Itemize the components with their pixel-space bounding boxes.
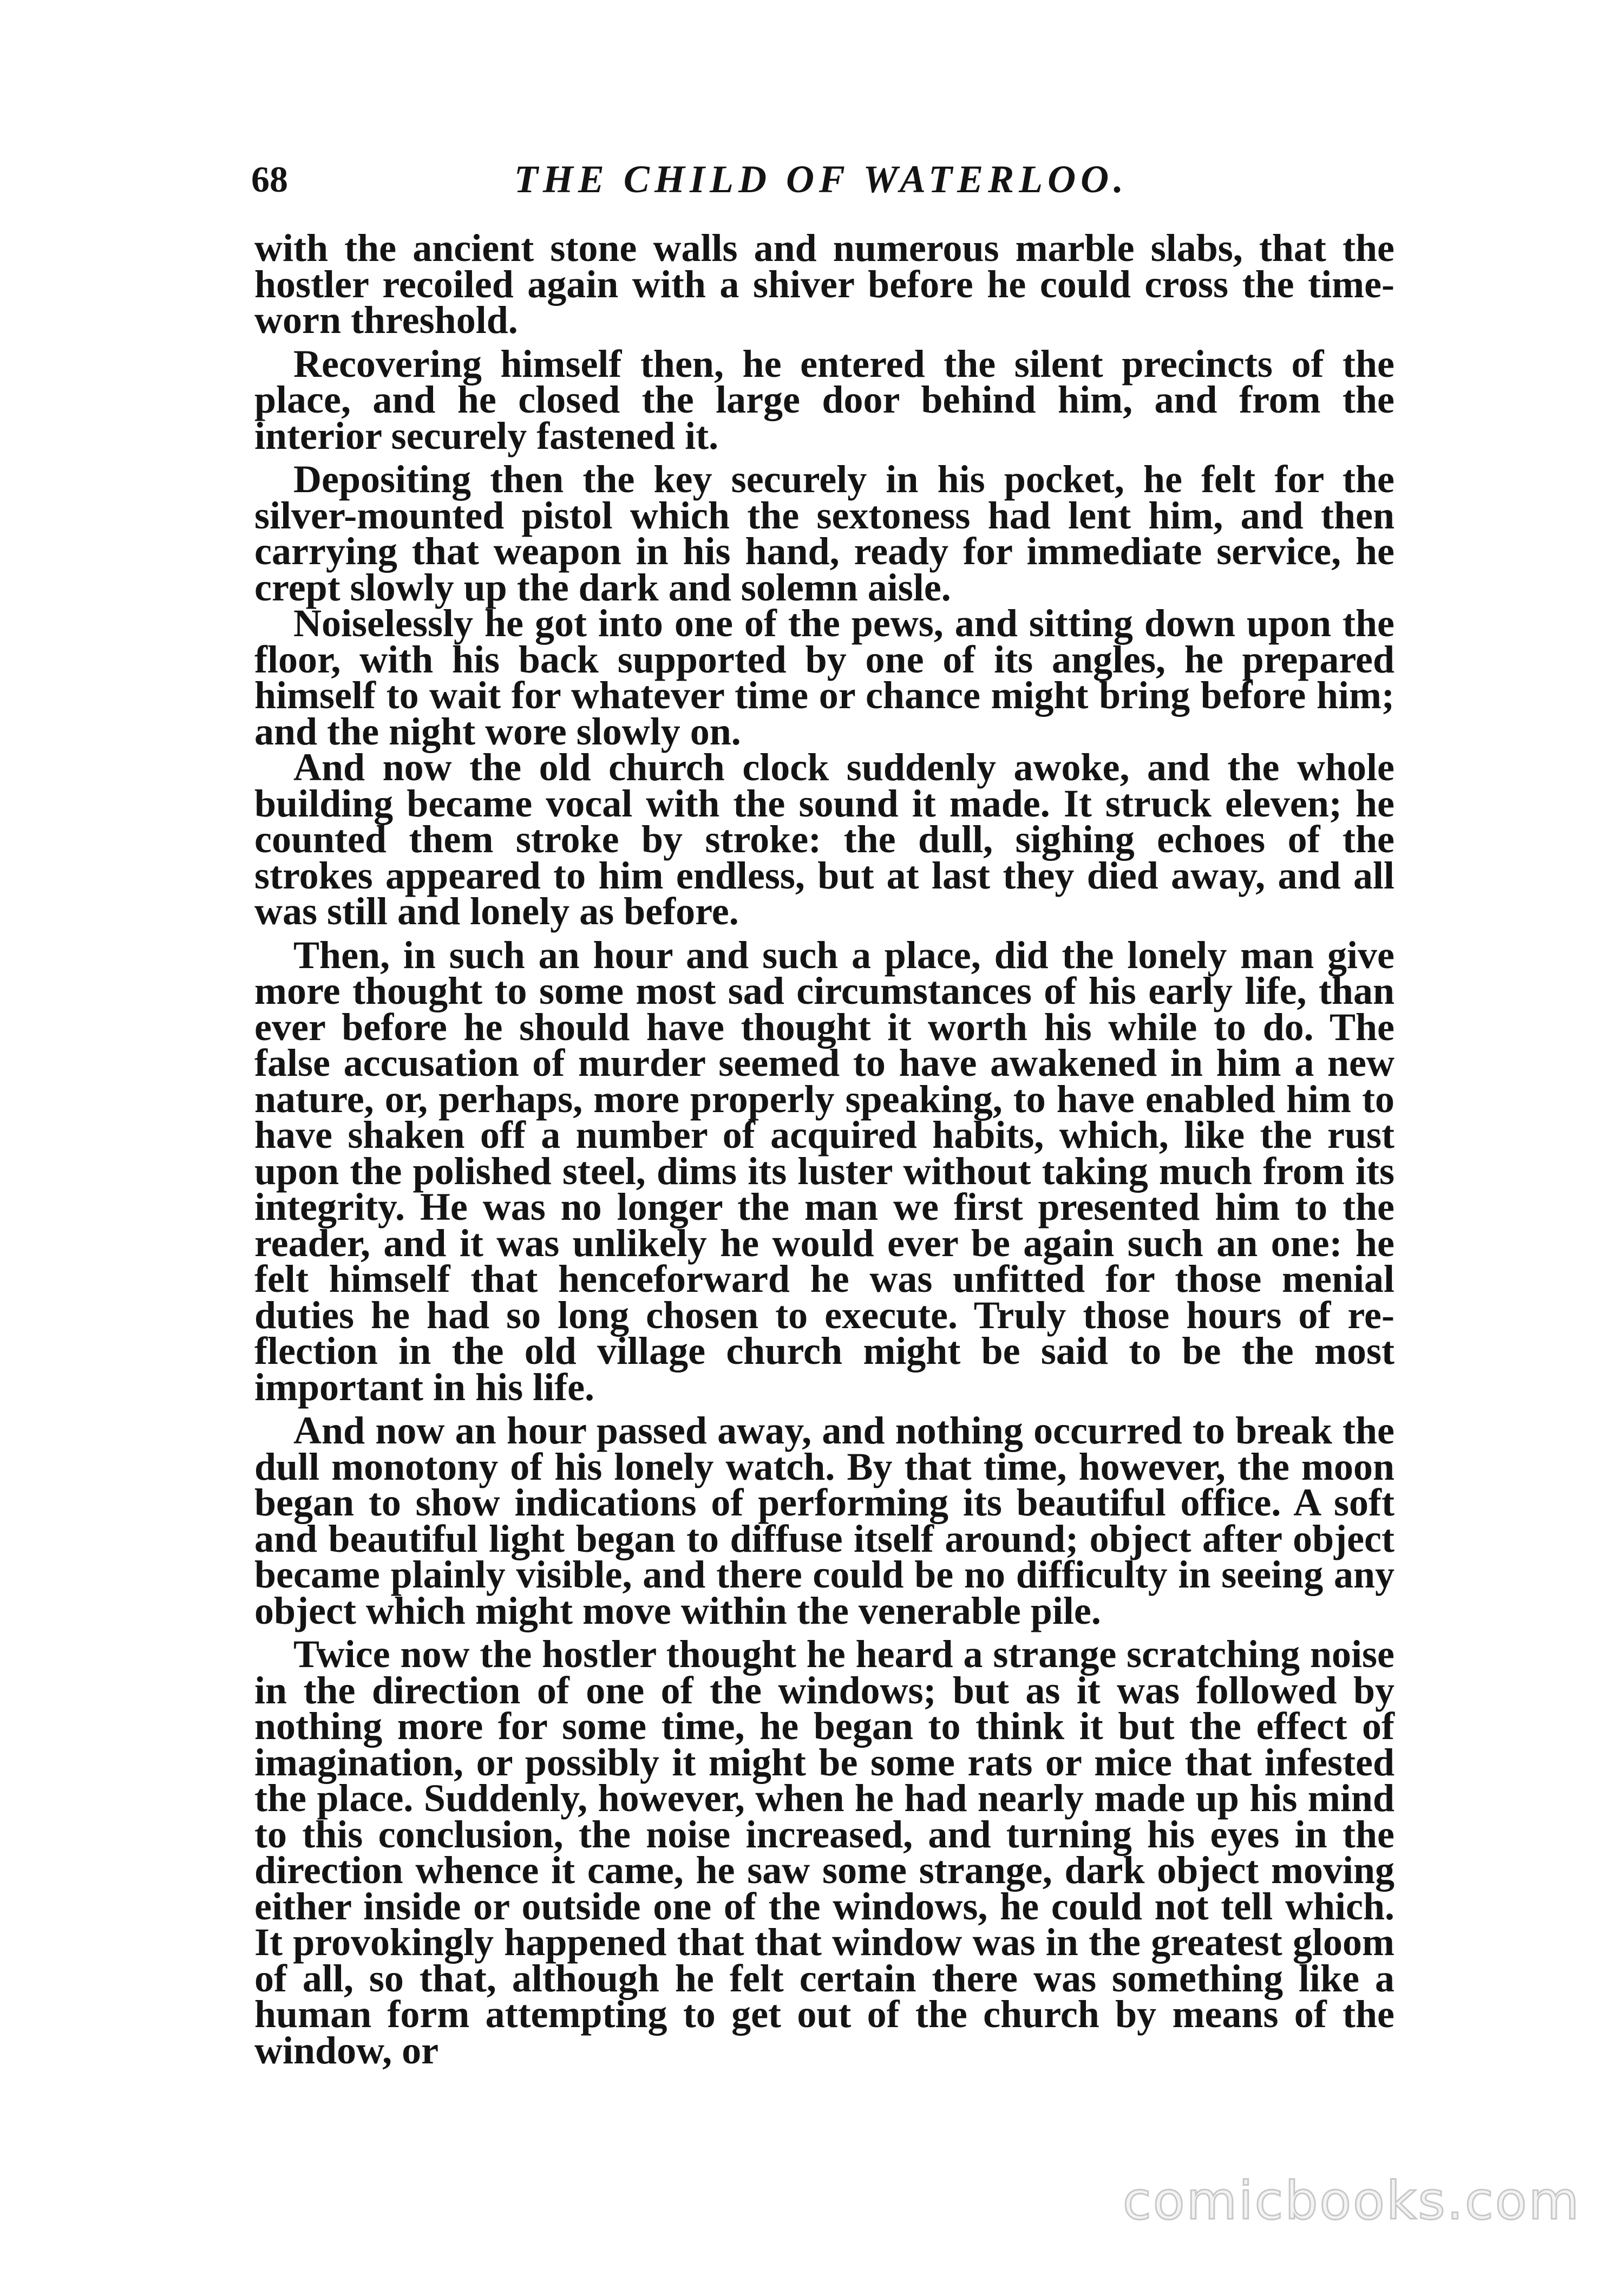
- paragraph: Noiselessly he got into one of the pews, and sitting down upon the floor, with his back supported by one of its angles, he prepared himself to wait for whatever time or chance might bring before him; and the night wore slowly on.: [254, 602, 1394, 753]
- paragraph: And now an hour passed away, and nothing occurred to break the dull monotony of his lonely watch. By that time, however, the moon began to show indications of performing its beautiful office. A soft and beautiful light began to diffuse itself around; object after object became plainly visible, and there could be no difficulty in seeing any object which might move within the venerable pile.: [254, 1409, 1394, 1632]
- paragraph: Then, in such an hour and such a place, did the lonely man give more thought to some most sad circumstances of his early life, than ever before he should have thought it worth his while to do. The false accusation of murder seemed to have awakened in him a new nature, or, perhaps, more properly speaking, to have enabled him to have shaken off a number of acquired habits, which, like the rust upon the polished steel, dims its luster without taking much from its integrity. He was no longer the man we first presented him to the reader, and it was unlikely he would ever be again such an one: he felt himself that henceforward he was unfitted for those menial duties he had so long chosen to execute. Truly those hours of reflection in the old village church might be said to be the most important in his life.: [254, 933, 1394, 1409]
- running-header: [251, 154, 1391, 204]
- paragraph: And now the old church clock suddenly awoke, and the whole building became vocal with the sound it made. It struck eleven; he counted them stroke by stroke: the dull, sighing echoes of the strokes appeared to him endless, but at last they died away, and all was still and lonely as before.: [254, 746, 1394, 933]
- running-title: THE CHILD OF WATERLOO.: [514, 158, 1129, 201]
- paragraph: Depositing then the key securely in his pocket, he felt for the silver-mounted pistol which the sextoness had lent him, and then carrying that weapon in his hand, ready for immediate service, he crept slowly up the dark and solemn aisle.: [254, 458, 1394, 609]
- body-text: [254, 226, 1394, 2072]
- paragraph: Twice now the hostler thought he heard a strange scratching noise in the direction of one of the windows; but as it was followed by nothing more for some time, he began to think it but the effect of imagination, or possibly it might be some rats or mice that infested the place. Suddenly, however, when he had nearly made up his mind to this conclusion, the noise increased, and turning his eyes in the direction whence it came, he saw some strange, dark object moving either inside or outside one of the windows, he could not tell which. It provokingly happened that that window was in the greatest gloom of all, so that, although he felt certain there was something like a human form attempting to get out of the church by means of the window, or: [254, 1632, 1394, 2072]
- paragraph: with the ancient stone walls and numerous marble slabs, that the hostler recoiled again with a shiver before he could cross the time-worn threshold.: [254, 226, 1394, 342]
- paragraph: Recovering himself then, he entered the silent precincts of the place, and he closed the large door behind him, and from the interior securely fastened it.: [254, 342, 1394, 458]
- page-number: 68: [251, 159, 288, 200]
- watermark: comicbooks.com: [1122, 2171, 1581, 2231]
